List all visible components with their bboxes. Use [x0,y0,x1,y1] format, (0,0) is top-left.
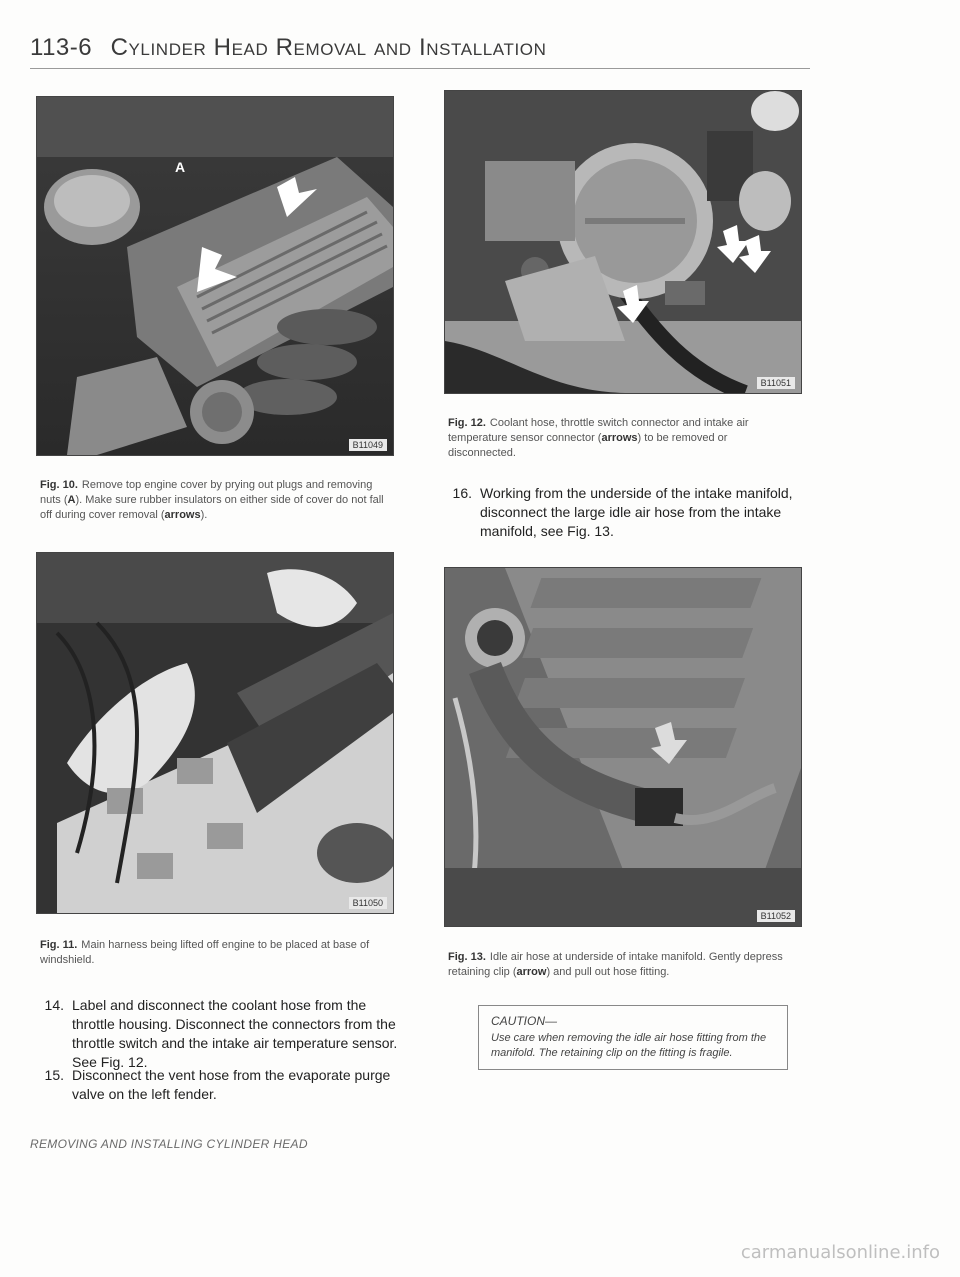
figure-11-photo [36,552,394,914]
step-16-number: 16. [452,485,472,501]
step-15 [40,1066,400,1104]
caution-heading: CAUTION— [491,1014,557,1028]
figure-13-caption: Fig. 13. Idle air hose at underside of intake manifold. Gently depress retaining clip (arrow) and pull out hose fitting. [448,951,783,978]
page-header [30,34,810,69]
step-14-text: Label and disconnect the coolant hose from the throttle housing. Disconnect the connectors from the throttle switch and the intake air temperature sensor. See Fig. 12. [72,997,398,1070]
figure-10-caption: Fig. 10. Remove top engine cover by prying out plugs and removing nuts (A). Make sure rubber insulators on either side of cover do not fall off during cover removal (arrows). [40,479,384,521]
figure-11-code: B11050 [349,897,387,909]
step-14 [40,996,400,1072]
page-number: 113-6 [30,34,93,61]
figure-12-label: Fig. 12. [448,417,486,429]
page-title: Cylinder Head Removal and Installation [110,34,547,61]
watermark: carmanualsonline.info [740,1242,940,1263]
figure-12-code: B11051 [757,377,795,389]
step-15-text: Disconnect the vent hose from the evaporate purge valve on the left fender. [72,1067,391,1102]
figure-10-label: Fig. 10. [40,479,78,491]
figure-13-photo [444,567,802,927]
step-16 [448,484,814,541]
figure-12-photo [444,90,802,394]
figure-11-label: Fig. 11. [40,939,78,951]
figure-13-label: Fig. 13. [448,951,486,963]
section-footer: REMOVING AND INSTALLING CYLINDER HEAD [30,1137,308,1151]
figure-10-callout-a: A [175,159,186,175]
step-15-number: 15. [44,1067,64,1083]
figure-11-caption: Fig. 11. Main harness being lifted off engine to be placed at base of windshield. [40,939,370,966]
figure-12-caption: Fig. 12. Coolant hose, throttle switch connector and intake air temperature sensor connector (arrows) to be removed or disconnected. [448,417,749,459]
step-16-text: Working from the underside of the intake manifold, disconnect the large idle air hose from the intake manifold, see Fig. 13. [480,485,793,539]
caution-text: Use care when removing the idle air hose fitting from the manifold. The retaining clip on the fitting is fragile. [491,1032,767,1059]
caution-box [478,1005,788,1070]
figure-10-code: B11049 [349,439,387,451]
step-14-number: 14. [44,997,64,1013]
figure-13-code: B11052 [757,910,795,922]
figure-10-photo [36,96,394,456]
